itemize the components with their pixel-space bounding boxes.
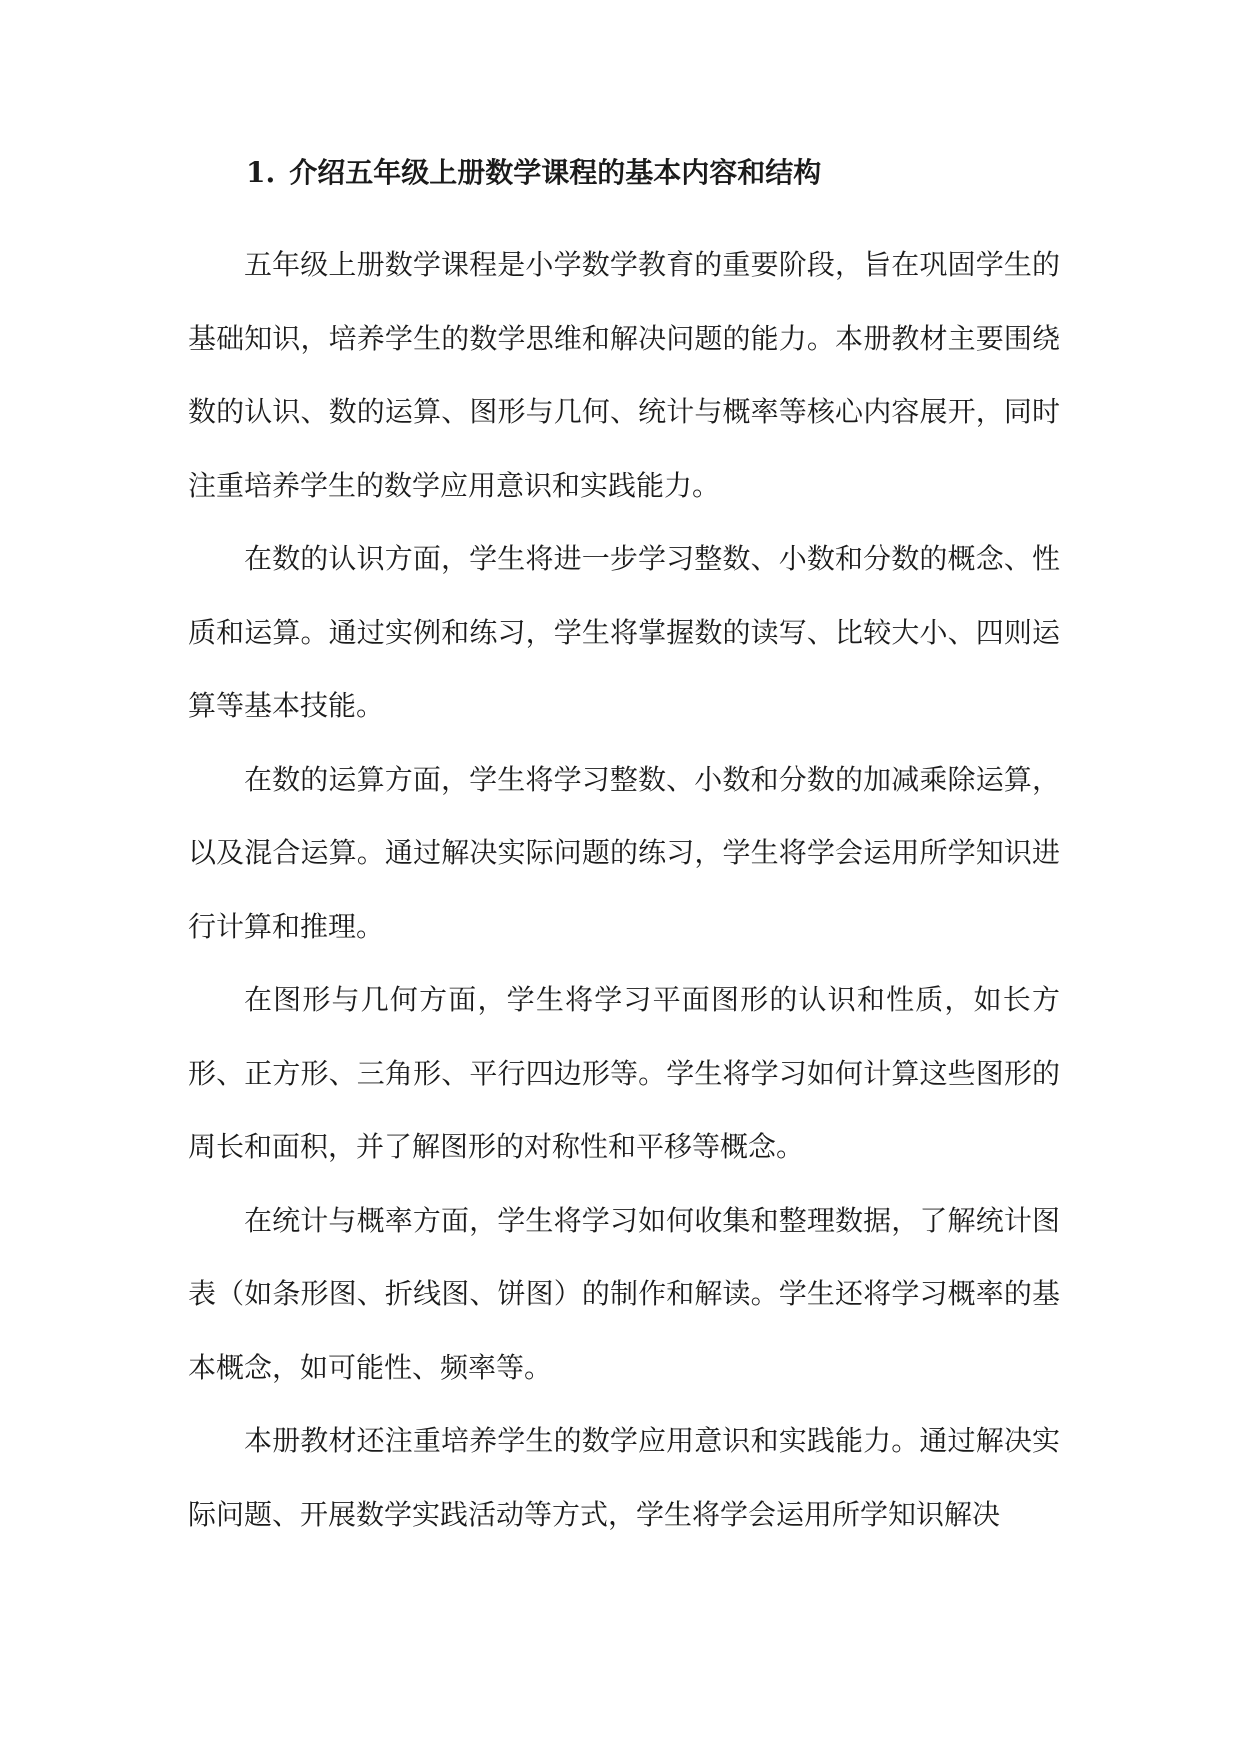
section-heading — [188, 150, 1060, 220]
paragraph-statistics: 在统计与概率方面，学生将学习如何收集和整理数据，了解统计图表（如条形图、折线图、饼图）的制作和解读。学生还将学习概率的基本概念，如可能性、频率等。 — [188, 1203, 1060, 1384]
document-body — [188, 150, 1060, 1551]
paragraph-application: 本册教材还注重培养学生的数学应用意识和实践能力。通过解决实际问题、开展数学实践活动等方式，学生将学会运用所学知识解决 — [188, 1424, 1060, 1531]
section-title: 介绍五年级上册数学课程的基本内容和结构 — [289, 156, 822, 189]
paragraph-number-operations: 在数的运算方面，学生将学习整数、小数和分数的加减乘除运算，以及混合运算。通过解决实际问题的练习，学生将学会运用所学知识进行计算和推理。 — [188, 762, 1060, 943]
section-number: 1. — [246, 156, 276, 189]
paragraph-number-concepts: 在数的认识方面，学生将进一步学习整数、小数和分数的概念、性质和运算。通过实例和练习，学生将掌握数的读写、比较大小、四则运算等基本技能。 — [188, 542, 1060, 722]
paragraph-overview: 五年级上册数学课程是小学数学教育的重要阶段，旨在巩固学生的基础知识，培养学生的数学思维和解决问题的能力。本册教材主要围绕数的认识、数的运算、图形与几何、统计与概率等核心内容展开，同时注重培养学生的数学应用意识和实践能力。 — [188, 248, 1060, 502]
paragraph-geometry: 在图形与几何方面，学生将学习平面图形的认识和性质，如长方形、正方形、三角形、平行四边形等。学生将学习如何计算这些图形的周长和面积，并了解图形的对称性和平移等概念。 — [188, 983, 1060, 1163]
